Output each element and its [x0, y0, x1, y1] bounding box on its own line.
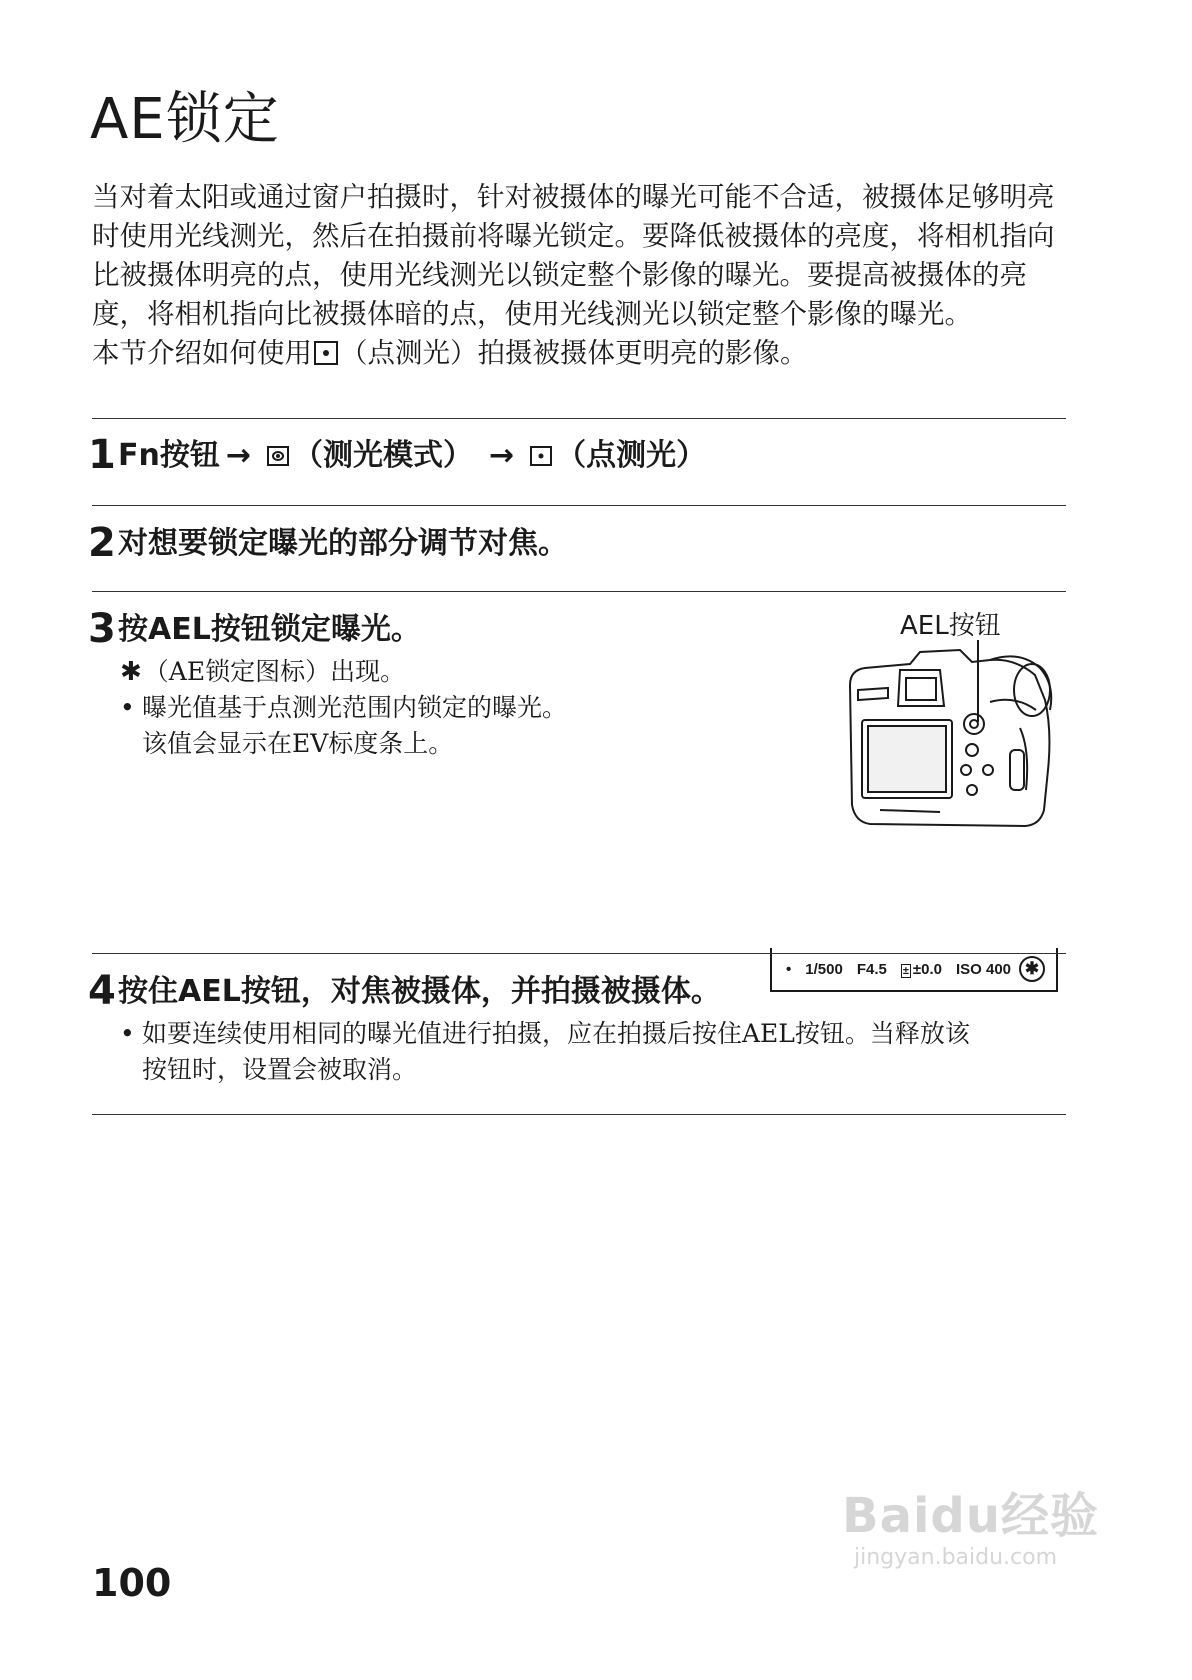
step-4-details	[120, 1016, 970, 1088]
watermark-url: jingyan.baidu.com	[854, 1545, 1058, 1570]
step-2-text: 对想要锁定曝光的部分调节对焦。	[118, 526, 568, 561]
step-4-bullet: • 如要连续使用相同的曝光值进行拍摄，应在拍摄后按住AEL按钮。当释放该按钮时，设置会被取消。	[120, 1019, 970, 1084]
arrow-right-icon: →	[225, 438, 251, 473]
ev-scale-display	[770, 948, 1058, 992]
ae-lock-note: ✱（AE锁定图标）出现。	[120, 657, 406, 687]
spot-metering-icon	[530, 446, 552, 466]
step-1-text: Fn按钮 → （测光模式） → （点测光）	[118, 436, 706, 476]
watermark	[842, 1488, 1099, 1572]
step-3-bullet: • 曝光值基于点测光范围内锁定的曝光。该值会显示在EV标度条上。	[120, 693, 568, 758]
metering-mode-icon	[267, 446, 289, 466]
ae-lock-star-icon: ✱	[120, 657, 142, 687]
divider	[92, 505, 1066, 506]
ael-button-label: AEL按钮	[900, 611, 1001, 641]
display-dot-icon: •	[786, 960, 792, 978]
step-3-number: 3	[88, 606, 116, 652]
divider	[92, 1114, 1066, 1115]
page-number: 100	[92, 1561, 172, 1605]
divider	[92, 591, 1066, 592]
exposure-compensation: ± ±0.0	[902, 960, 942, 978]
divider	[92, 953, 1066, 954]
step-3-details	[120, 654, 580, 762]
spot-metering-icon	[314, 341, 338, 365]
ae-lock-indicator-icon: ✱	[1019, 956, 1045, 982]
divider	[92, 418, 1066, 419]
arrow-right-icon: →	[489, 438, 515, 473]
ev-comp-icon: ±	[902, 964, 909, 977]
shutter-speed: 1/500	[805, 960, 843, 978]
step-1-number: 1	[88, 432, 116, 478]
step-4-number: 4	[88, 968, 116, 1014]
step-3-text: 按AEL按钮锁定曝光。	[118, 612, 421, 647]
intro-paragraph-2: 本节介绍如何使用 （点测光）拍摄被摄体更明亮的影像。	[92, 337, 808, 369]
intro-text	[92, 178, 1062, 373]
watermark-brand: Baidu经验	[842, 1488, 1099, 1544]
intro-paragraph-1: 当对着太阳或通过窗户拍摄时，针对被摄体的曝光可能不合适，被摄体足够明亮时使用光线测光，然后在拍摄前将曝光锁定。要降低被摄体的亮度，将相机指向比被摄体明亮的点，使用光线测光以锁定整个影像的曝光。要提高被摄体的亮度，将相机指向比被摄体暗的点，使用光线测光以锁定整个影像的曝光。	[92, 181, 1055, 330]
camera-illustration	[840, 640, 1060, 840]
aperture-value: F4.5	[856, 960, 887, 978]
page-title: AE锁定	[90, 87, 280, 152]
iso-value: ISO 400	[955, 960, 1012, 978]
step-2-number: 2	[88, 520, 116, 566]
step-4-text: 按住AEL按钮，对焦被摄体，并拍摄被摄体。	[118, 974, 721, 1009]
